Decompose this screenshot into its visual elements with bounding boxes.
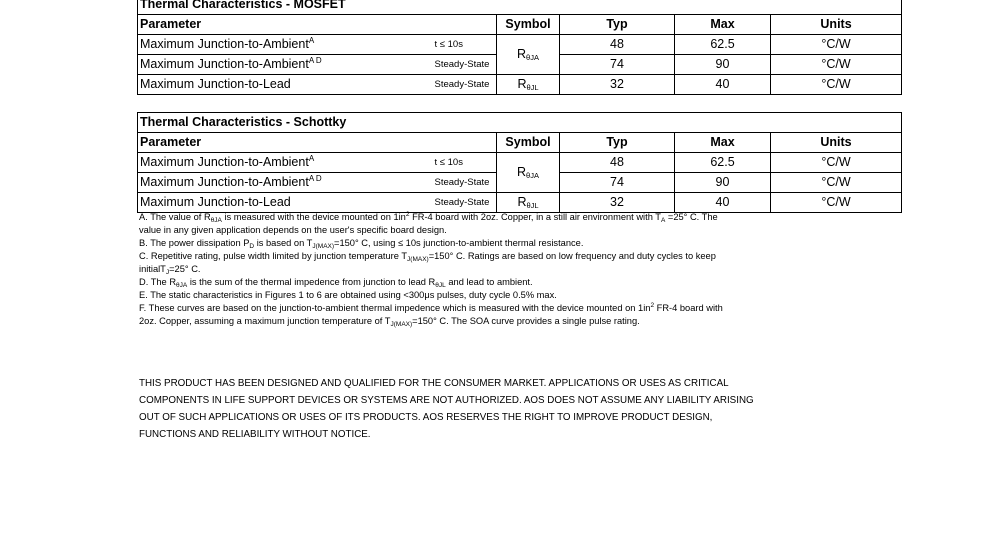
table-row	[138, 153, 902, 173]
note-d: D. The $R_{\theta JA}$ is the sum of the thermal impedence from junction to lead $R_{\theta JL}$ and lead to ambient.	[139, 277, 533, 289]
parameter-cell: Maximum Junction-to-Ambient$^A$	[138, 35, 434, 55]
note-a-line-2: value in any given application depends on the user's specific board design.	[139, 225, 447, 235]
disclaimer-line: FUNCTIONS AND RELIABILITY WITHOUT NOTICE.	[139, 429, 371, 440]
footnotes	[139, 211, 804, 328]
units-cell: °C/W	[771, 153, 902, 173]
parameter-cell: Maximum Junction-to-Lead	[138, 75, 434, 95]
typ-cell: 48	[560, 153, 675, 173]
table-row	[138, 35, 902, 55]
column-header-typ: Typ	[560, 133, 675, 153]
units-cell: °C/W	[771, 173, 902, 193]
symbol-cell: $R_{\theta JA}$	[497, 35, 560, 75]
disclaimer	[139, 375, 809, 443]
disclaimer-line: COMPONENTS IN LIFE SUPPORT DEVICES OR SYSTEMS ARE NOT AUTHORIZED. AOS DOES NOT ASSUME ANY LIABILITY ARISING	[139, 395, 754, 406]
column-header-symbol: Symbol	[497, 15, 560, 35]
note-f: F. These curves are based on the junction-to-ambient thermal impedence which is measured with the device mounted on $1in^2$ FR-4 board with	[139, 302, 723, 313]
column-header-max: Max	[675, 15, 771, 35]
max-cell: 40	[675, 193, 771, 213]
typ-cell: 74	[560, 173, 675, 193]
schottky-thermal-table	[137, 112, 902, 213]
typ-cell: 48	[560, 35, 675, 55]
units-cell: °C/W	[771, 193, 902, 213]
condition-cell: Steady-State	[434, 55, 497, 75]
column-header-parameter: Parameter	[138, 133, 497, 153]
note-e: E. The static characteristics in Figures 1 to 6 are obtained using <300μs pulses, duty cycle 0.5% max.	[139, 290, 557, 300]
column-header-typ: Typ	[560, 15, 675, 35]
note-c-line-2: initialT$_J$=25° C.	[139, 264, 201, 276]
parameter-cell: Maximum Junction-to-Ambient$^{A D}$	[138, 173, 434, 193]
max-cell: 40	[675, 75, 771, 95]
units-cell: °C/W	[771, 35, 902, 55]
symbol-cell: $R_{\theta JL}$	[497, 75, 560, 95]
table-row	[138, 193, 902, 213]
disclaimer-line: OUT OF SUCH APPLICATIONS OR USES OF ITS PRODUCTS. AOS RESERVES THE RIGHT TO IMPROVE PRODUCT DESIGN,	[139, 412, 713, 423]
parameter-cell: Maximum Junction-to-Lead	[138, 193, 434, 213]
symbol-cell: $R_{\theta JL}$	[497, 193, 560, 213]
parameter-cell: Maximum Junction-to-Ambient$^{A D}$	[138, 55, 434, 75]
condition-cell: t ≤ 10s	[434, 153, 497, 173]
max-cell: 62.5	[675, 35, 771, 55]
column-header-parameter: Parameter	[138, 15, 497, 35]
column-header-max: Max	[675, 133, 771, 153]
table-title: Thermal Characteristics - MOSFET	[138, 0, 902, 15]
parameter-cell: Maximum Junction-to-Ambient$^A$	[138, 153, 434, 173]
condition-cell: Steady-State	[434, 173, 497, 193]
units-cell: °C/W	[771, 55, 902, 75]
note-a: A. The value of $R_{\theta JA}$ is measured with the device mounted on $1in^2$ FR-4 board with 2oz. Copper, in a still air environment with $T_A =25^\circ$ C. The	[139, 211, 718, 224]
typ-cell: 32	[560, 75, 675, 95]
condition-cell: Steady-State	[434, 75, 497, 95]
column-header-units: Units	[771, 133, 902, 153]
mosfet-thermal-table	[137, 0, 902, 95]
disclaimer-line: THIS PRODUCT HAS BEEN DESIGNED AND QUALIFIED FOR THE CONSUMER MARKET. APPLICATIONS OR USES AS CRITICAL	[139, 378, 729, 389]
column-header-symbol: Symbol	[497, 133, 560, 153]
max-cell: 90	[675, 55, 771, 75]
condition-cell: t ≤ 10s	[434, 35, 497, 55]
typ-cell: 74	[560, 55, 675, 75]
column-header-units: Units	[771, 15, 902, 35]
table-row	[138, 75, 902, 95]
units-cell: °C/W	[771, 75, 902, 95]
note-c: C. Repetitive rating, pulse width limited by junction temperature $T_{J(MAX)}=150^\circ$ C. Ratings are based on low frequency and duty cycles to keep	[139, 251, 716, 263]
condition-cell: Steady-State	[434, 193, 497, 213]
typ-cell: 32	[560, 193, 675, 213]
note-f-line-2: 2oz. Copper, assuming a maximum junction temperature of $T_{J(MAX)}=150^\circ$ C. The SOA curve provides a single pulse rating.	[139, 316, 640, 328]
max-cell: 62.5	[675, 153, 771, 173]
note-b: B. The power dissipation $P_D$ is based on $T_{J(MAX)}=150^\circ$ C, using ≤ 10s junction-to-ambient thermal resistance.	[139, 238, 584, 250]
symbol-cell: $R_{\theta JA}$	[497, 153, 560, 193]
table-title: Thermal Characteristics - Schottky	[138, 113, 902, 133]
max-cell: 90	[675, 173, 771, 193]
